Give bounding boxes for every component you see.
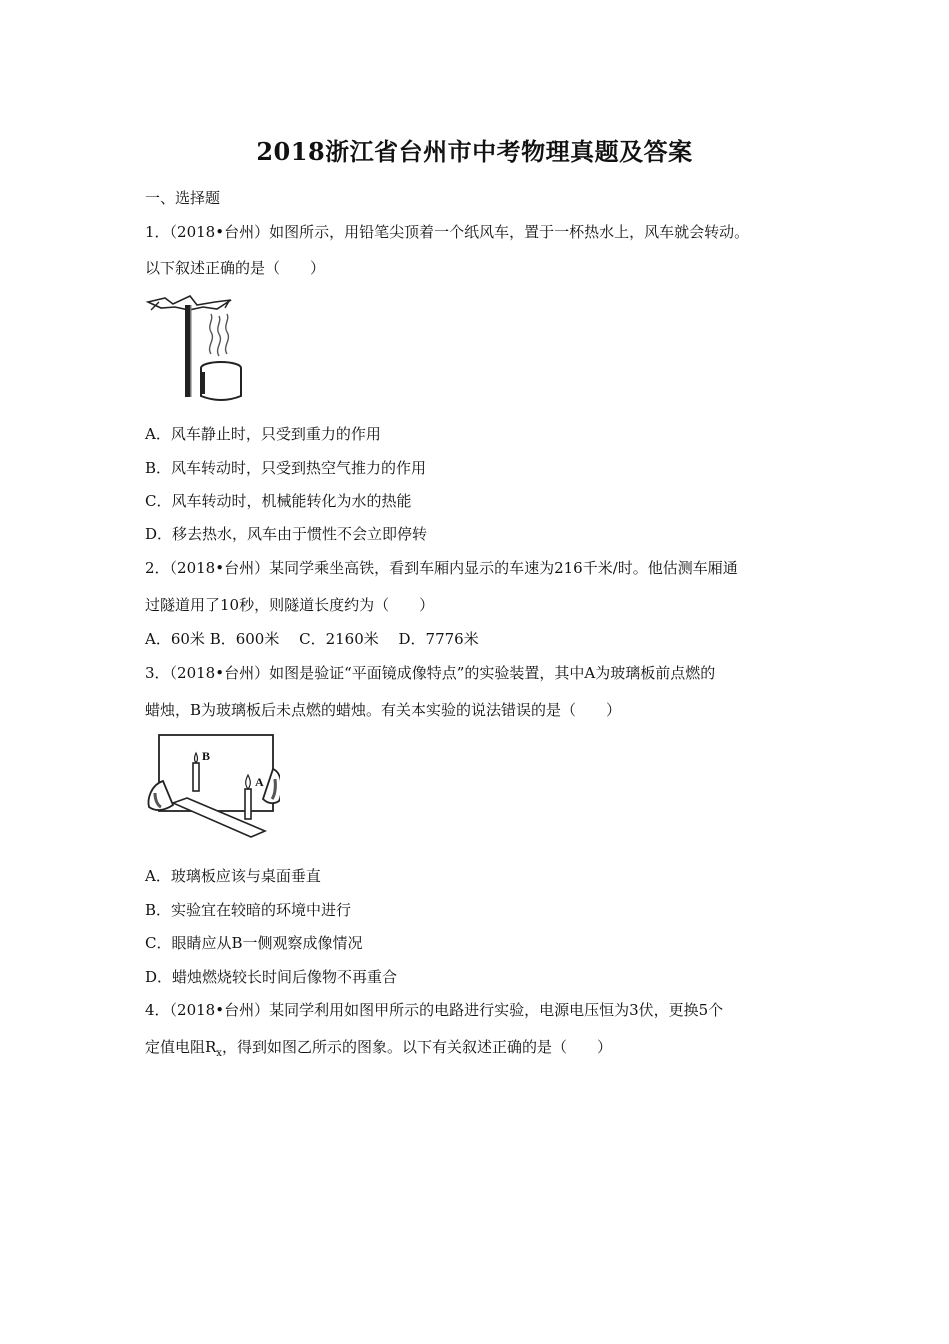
q2-stem-line2: 过隧道用了10秒，则隧道长度约为（ ） <box>145 596 435 614</box>
q4-resistor-subscript: x <box>216 1048 222 1059</box>
q1-option-b: B．风车转动时，只受到热空气推力的作用 <box>145 459 427 477</box>
q4-stem-line2 <box>145 1037 612 1064</box>
plane-mirror-figure <box>145 733 280 841</box>
q2-stem-line1: 2．（2018•台州）某同学乘坐高铁，看到车厢内显示的车速为216千米/时。他估测车厢通 <box>145 559 738 577</box>
q1-stem-line1: 1．（2018•台州）如图所示，用铅笔尖顶着一个纸风车，置于一杯热水上，风车就会转动。 <box>145 223 750 241</box>
q3-option-d: D．蜡烛燃烧较长时间后像物不再重合 <box>145 968 398 986</box>
q3-option-a: A．玻璃板应该与桌面垂直 <box>145 867 321 885</box>
q3-stem-line1: 3．（2018•台州）如图是验证“平面镜成像特点”的实验装置，其中A为玻璃板前点燃的 <box>145 664 716 682</box>
candle-a-label: A <box>255 775 264 789</box>
q3-option-b: B．实验宜在较暗的环境中进行 <box>145 901 352 919</box>
q4-stem-line2-end: ，得到如图乙所示的图象。以下有关叙述正确的是（ ） <box>221 1038 612 1056</box>
section-heading: 一、选择题 <box>145 189 221 207</box>
q3-option-c: C．眼睛应从B一侧观察成像情况 <box>145 934 363 952</box>
q1-option-d: D．移去热水，风车由于惯性不会立即停转 <box>145 525 428 543</box>
q2-options: A．60米 B．600米 C．2160米 D．7776米 <box>145 630 479 648</box>
q4-stem-line2-start: 定值电阻R <box>145 1038 217 1056</box>
candle-b-label: B <box>202 749 211 763</box>
pinwheel-figure <box>145 292 255 404</box>
q4-stem-line1: 4．（2018•台州）某同学利用如图甲所示的电路进行实验，电源电压恒为3伏，更换5个 <box>145 1001 724 1019</box>
q1-stem-line2: 以下叙述正确的是（ ） <box>145 259 326 277</box>
q1-option-c: C．风车转动时，机械能转化为水的热能 <box>145 492 412 510</box>
q1-option-a: A．风车静止时，只受到重力的作用 <box>145 425 381 443</box>
q3-stem-line2: 蜡烛，B为玻璃板后未点燃的蜡烛。有关本实验的说法错误的是（ ） <box>145 701 622 719</box>
page-title: 2018浙江省台州市中考物理真题及答案 <box>256 137 693 166</box>
